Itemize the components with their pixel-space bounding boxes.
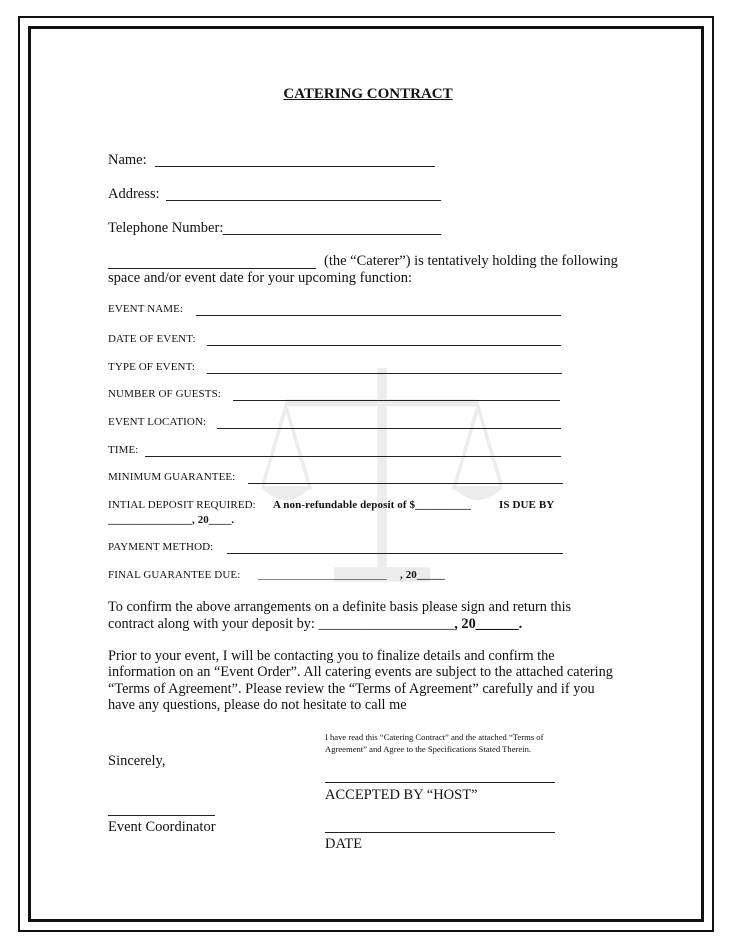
accepted-by-host-label: ACCEPTED BY “HOST” — [325, 787, 478, 803]
final-guarantee-year[interactable]: , 20_____ — [400, 569, 445, 581]
type-of-event-line[interactable] — [207, 373, 562, 374]
date-label: DATE — [325, 836, 363, 852]
number-of-guests-label: NUMBER OF GUESTS: — [108, 388, 221, 400]
deposit-date-line[interactable]: _______________, 20____. — [108, 514, 235, 526]
payment-method-line[interactable] — [227, 553, 563, 554]
host-note-2: Agreement” and Agree to the Specifications Stated Therein. — [325, 744, 532, 754]
event-name-label: EVENT NAME: — [108, 303, 184, 315]
coordinator-signature-line[interactable] — [108, 815, 215, 816]
prior-line-3: “Terms of Agreement”. Please review the “Terms of Agreement” carefully and if you — [108, 681, 595, 697]
final-guarantee-label: FINAL GUARANTEE DUE: — [108, 569, 241, 581]
final-guarantee-blank[interactable]: _______________________ — [258, 569, 387, 581]
type-of-event-label: TYPE OF EVENT: — [108, 361, 196, 373]
name-label: Name: — [108, 152, 147, 168]
address-line[interactable] — [166, 200, 441, 201]
event-coordinator-label: Event Coordinator — [108, 819, 216, 835]
event-location-label: EVENT LOCATION: — [108, 416, 207, 428]
event-location-line[interactable] — [217, 428, 561, 429]
confirm-line-2-text: contract along with your deposit by: ___________________ — [108, 616, 455, 632]
caterer-line[interactable] — [108, 268, 316, 269]
deposit-due: IS DUE BY — [499, 499, 555, 511]
telephone-line[interactable] — [223, 234, 441, 235]
caterer-text-2: space and/or event date for your upcoming function: — [108, 270, 412, 286]
prior-line-4: have any questions, please do not hesitate to call me — [108, 697, 407, 713]
prior-line-1: Prior to your event, I will be contacting you to finalize details and confirm the — [108, 648, 555, 664]
host-note-1: I have read this “Catering Contract” and the attached “Terms of — [325, 732, 544, 742]
sincerely-text: Sincerely, — [108, 753, 166, 769]
host-signature-line[interactable] — [325, 782, 555, 783]
scales-of-justice-icon — [262, 356, 502, 596]
caterer-text: (the “Caterer”) is tentatively holding the following — [324, 253, 618, 269]
date-of-event-label: DATE OF EVENT: — [108, 333, 196, 345]
confirm-line-2 — [108, 616, 522, 633]
prior-line-2: information on an “Event Order”. All catering events are subject to the attached catering — [108, 664, 613, 680]
minimum-guarantee-line[interactable] — [248, 483, 563, 484]
name-line[interactable] — [155, 166, 435, 167]
deposit-label: INTIAL DEPOSIT REQUIRED: — [108, 499, 256, 511]
page-title: CATERING CONTRACT — [283, 86, 453, 102]
deposit-text: A non-refundable deposit of $__________ — [273, 499, 472, 511]
event-name-line[interactable] — [196, 315, 561, 316]
confirm-year: , 20______. — [454, 616, 523, 632]
confirm-line-1: To confirm the above arrangements on a definite basis please sign and return this — [108, 599, 572, 615]
time-line[interactable] — [145, 456, 561, 457]
date-of-event-line[interactable] — [207, 345, 561, 346]
number-of-guests-line[interactable] — [233, 400, 560, 401]
payment-method-label: PAYMENT METHOD: — [108, 541, 214, 553]
time-label: TIME: — [108, 444, 139, 456]
minimum-guarantee-label: MINIMUM GUARANTEE: — [108, 471, 236, 483]
address-label: Address: — [108, 186, 160, 202]
telephone-label: Telephone Number: — [108, 220, 224, 236]
date-signature-line[interactable] — [325, 832, 555, 833]
